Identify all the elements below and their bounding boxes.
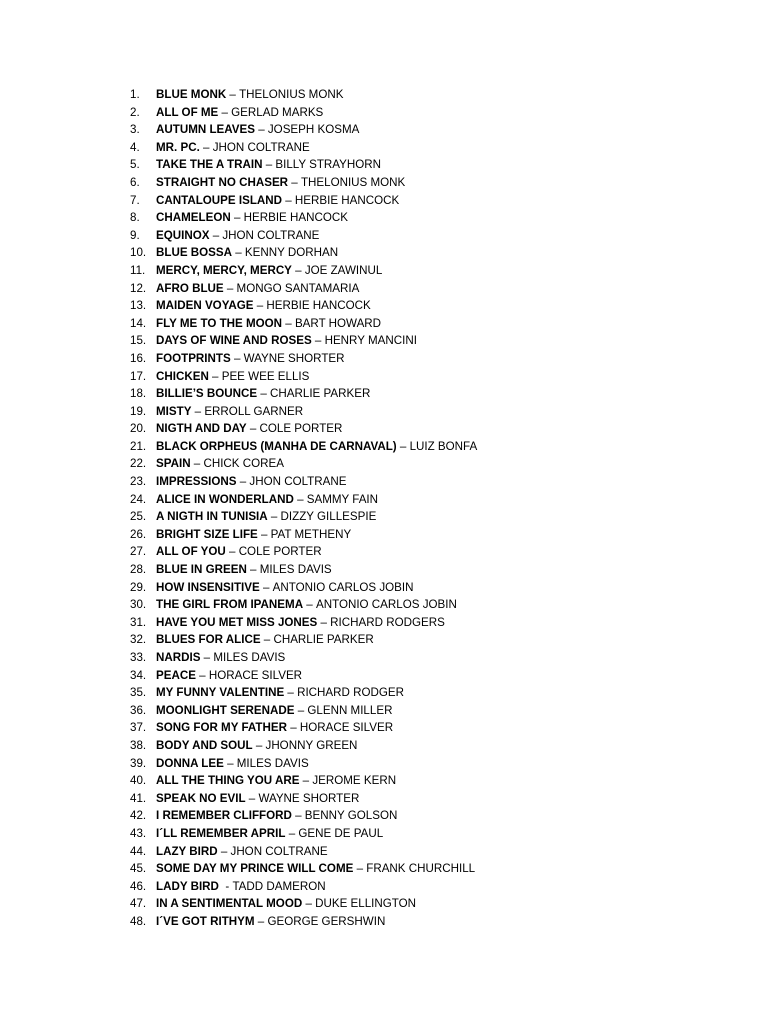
- list-item: [130, 473, 477, 491]
- separator: –: [311, 334, 325, 348]
- song-title: AFRO BLUE: [156, 281, 224, 295]
- song-title: LAZY BIRD: [156, 844, 218, 858]
- song-title: MOONLIGHT SERENADE: [156, 703, 295, 717]
- separator: –: [245, 791, 259, 805]
- separator: –: [257, 527, 271, 541]
- song-title: I REMEMBER CLIFFORD: [156, 809, 292, 823]
- list-item: [130, 772, 477, 790]
- item-number: 39.: [130, 756, 147, 770]
- composer-name: BENNY GOLSON: [304, 809, 398, 823]
- composer-name: ANTONIO CARLOS JOBIN: [315, 598, 457, 612]
- list-item: [130, 86, 477, 104]
- separator: –: [246, 563, 260, 577]
- list-item: [130, 614, 477, 632]
- song-title: ALL OF ME: [156, 105, 219, 119]
- separator: –: [317, 615, 331, 629]
- list-item: [130, 913, 477, 931]
- list-item: [130, 139, 477, 157]
- item-number: 15.: [130, 334, 147, 348]
- song-title: MR. PC.: [156, 140, 200, 154]
- song-title: MERCY, MERCY, MERCY: [156, 263, 292, 277]
- composer-name: ERROLL GARNER: [204, 404, 304, 418]
- song-title: EQUINOX: [156, 228, 210, 242]
- list-item: [130, 790, 477, 808]
- song-title: TAKE THE A TRAIN: [156, 158, 263, 172]
- separator: –: [208, 369, 222, 383]
- song-title: PEACE: [156, 668, 196, 682]
- item-number: 28.: [130, 563, 147, 577]
- separator: –: [217, 844, 231, 858]
- separator: –: [200, 651, 214, 664]
- composer-name: JHONNY GREEN: [265, 738, 358, 752]
- list-item: [130, 579, 477, 597]
- list-item: [130, 631, 477, 649]
- separator: –: [257, 387, 271, 401]
- item-number: 13.: [130, 299, 147, 313]
- list-item: [130, 825, 477, 843]
- separator: –: [253, 299, 267, 313]
- list-item: [130, 561, 477, 579]
- composer-name: JHON COLTRANE: [249, 475, 347, 489]
- list-item: [130, 315, 477, 333]
- composer-name: RICHARD RODGERS: [330, 615, 445, 629]
- list-item: [130, 737, 477, 755]
- composer-name: WAYNE SHORTER: [243, 351, 345, 365]
- list-item: [130, 491, 477, 509]
- separator: –: [284, 686, 298, 700]
- item-number: 21.: [130, 439, 147, 453]
- item-number: 30.: [130, 598, 147, 612]
- separator: –: [303, 598, 316, 612]
- composer-name: MONGO SANTAMARIA: [236, 281, 360, 295]
- list-item: [130, 667, 477, 685]
- composer-name: MILES DAVIS: [236, 756, 309, 770]
- separator: –: [262, 158, 276, 172]
- song-title: HAVE YOU MET MISS JONES: [156, 615, 318, 629]
- separator: –: [252, 738, 266, 752]
- list-item: [130, 297, 477, 315]
- song-title: IN A SENTIMENTAL MOOD: [156, 897, 303, 911]
- separator: –: [195, 668, 209, 682]
- item-number: 32.: [130, 633, 147, 647]
- list-item: [130, 385, 477, 403]
- item-number: 8.: [130, 211, 140, 225]
- separator: –: [236, 475, 250, 489]
- separator: –: [254, 123, 268, 137]
- song-title: MAIDEN VOYAGE: [156, 299, 254, 313]
- composer-name: FRANK CHURCHILL: [366, 862, 476, 876]
- list-item: [130, 438, 477, 456]
- item-number: 10.: [130, 246, 147, 260]
- list-item: [130, 649, 477, 667]
- list-item: [130, 878, 477, 896]
- item-number: 2.: [130, 105, 140, 119]
- list-item: [130, 174, 477, 192]
- list-item: [130, 843, 477, 861]
- song-title: I´VE GOT RITHYM: [156, 914, 255, 928]
- composer-name: JHON COLTRANE: [230, 844, 328, 858]
- item-number: 34.: [130, 668, 147, 682]
- composer-name: COLE PORTER: [238, 545, 322, 559]
- list-item: [130, 156, 477, 174]
- composer-name: LUIZ BONFA: [409, 439, 478, 453]
- song-title: BRIGHT SIZE LIFE: [156, 527, 258, 541]
- song-title: BILLIE’S BOUNCE: [156, 387, 258, 401]
- list-item: [130, 702, 477, 720]
- item-number: 11.: [130, 263, 146, 277]
- item-number: 35.: [130, 686, 147, 700]
- item-number: 5.: [130, 158, 140, 172]
- item-number: 18.: [130, 387, 147, 401]
- item-number: 9.: [130, 228, 140, 242]
- item-number: 37.: [130, 721, 147, 735]
- list-item: [130, 543, 477, 561]
- item-number: 19.: [130, 404, 147, 418]
- composer-name: GLENN MILLER: [307, 703, 393, 717]
- song-title: BODY AND SOUL: [156, 738, 253, 752]
- song-title: MISTY: [156, 404, 192, 418]
- composer-name: GENE DE PAUL: [298, 826, 384, 840]
- separator: –: [209, 228, 223, 242]
- song-title: BLUE MONK: [156, 88, 227, 101]
- item-number: 26.: [130, 527, 147, 541]
- composer-name: MILES DAVIS: [259, 563, 332, 577]
- separator: –: [218, 105, 232, 119]
- item-number: 29.: [130, 580, 147, 594]
- separator: –: [288, 175, 301, 189]
- separator: –: [293, 492, 307, 506]
- item-number: 45.: [130, 862, 147, 876]
- separator: –: [294, 703, 308, 717]
- composer-name: WAYNE SHORTER: [258, 791, 360, 805]
- composer-name: KENNY DORHAN: [244, 246, 339, 260]
- composer-name: GERLAD MARKS: [231, 105, 324, 119]
- separator: –: [267, 510, 281, 524]
- song-title: LADY BIRD: [156, 879, 219, 893]
- composer-name: BILLY STRAYHORN: [275, 158, 382, 172]
- separator: –: [225, 545, 239, 559]
- list-item: [130, 209, 477, 227]
- separator: –: [353, 862, 367, 876]
- song-list: [130, 86, 477, 931]
- song-title: NIGTH AND DAY: [156, 422, 247, 436]
- composer-name: HENRY MANCINI: [324, 334, 417, 348]
- item-number: 31.: [130, 615, 147, 629]
- list-item: [130, 227, 477, 245]
- composer-name: COLE PORTER: [259, 422, 343, 436]
- song-title: A NIGTH IN TUNISIA: [156, 510, 268, 524]
- composer-name: JHON COLTRANE: [222, 228, 320, 242]
- separator: –: [232, 246, 245, 260]
- separator: –: [190, 457, 204, 471]
- list-item: [130, 684, 477, 702]
- composer-name: SAMMY FAIN: [306, 492, 379, 506]
- separator: –: [230, 351, 244, 365]
- item-number: 36.: [130, 703, 147, 717]
- song-title: HOW INSENSITIVE: [156, 580, 260, 594]
- item-number: 38.: [130, 738, 147, 752]
- item-number: 33.: [130, 651, 147, 664]
- separator: –: [259, 580, 273, 594]
- song-title: BLUE BOSSA: [156, 246, 233, 260]
- composer-name: CHARLIE PARKER: [273, 633, 374, 647]
- separator: -: [218, 879, 233, 893]
- song-title: AUTUMN LEAVES: [156, 123, 255, 137]
- list-item: [130, 121, 477, 139]
- composer-name: BART HOWARD: [294, 316, 382, 330]
- separator: –: [282, 316, 295, 330]
- separator: –: [282, 193, 295, 207]
- song-title: ALL OF YOU: [156, 545, 226, 559]
- composer-name: CHICK COREA: [203, 457, 284, 471]
- separator: –: [285, 826, 299, 840]
- list-item: [130, 332, 477, 350]
- song-title: BLUES FOR ALICE: [156, 633, 261, 647]
- song-title: CHICKEN: [156, 369, 209, 383]
- composer-name: HORACE SILVER: [299, 721, 394, 735]
- list-item: [130, 508, 477, 526]
- item-number: 47.: [130, 897, 147, 911]
- composer-name: DIZZY GILLESPIE: [280, 510, 377, 524]
- separator: –: [260, 633, 274, 647]
- list-item: [130, 526, 477, 544]
- item-number: 48.: [130, 914, 147, 928]
- song-title: SONG FOR MY FATHER: [156, 721, 287, 735]
- list-item: [130, 192, 477, 210]
- item-number: 22.: [130, 457, 147, 471]
- composer-name: THELONIUS MONK: [239, 88, 344, 101]
- list-item: [130, 455, 477, 473]
- separator: –: [302, 897, 316, 911]
- song-title: CHAMELEON: [156, 211, 231, 225]
- list-item: [130, 807, 477, 825]
- composer-name: JEROME KERN: [312, 774, 397, 788]
- song-title: MY FUNNY VALENTINE: [156, 686, 285, 700]
- song-title: ALL THE THING YOU ARE: [156, 774, 300, 788]
- item-number: 42.: [130, 809, 147, 823]
- item-number: 24.: [130, 492, 147, 506]
- item-number: 4.: [130, 140, 140, 154]
- composer-name: GEORGE GERSHWIN: [267, 914, 386, 928]
- separator: –: [246, 422, 260, 436]
- item-number: 17.: [130, 369, 147, 383]
- song-title: SPEAK NO EVIL: [156, 791, 246, 805]
- list-item: [130, 368, 477, 386]
- composer-name: JOSEPH KOSMA: [267, 123, 360, 137]
- separator: –: [291, 263, 305, 277]
- composer-name: HERBIE HANCOCK: [266, 299, 371, 313]
- item-number: 1.: [130, 88, 140, 101]
- composer-name: RICHARD RODGER: [297, 686, 405, 700]
- item-number: 6.: [130, 175, 140, 189]
- song-title: I´LL REMEMBER APRIL: [156, 826, 286, 840]
- separator: –: [226, 88, 240, 101]
- item-number: 44.: [130, 844, 147, 858]
- separator: –: [286, 721, 300, 735]
- composer-name: MILES DAVIS: [213, 651, 286, 664]
- list-item: [130, 895, 477, 913]
- separator: –: [299, 774, 313, 788]
- composer-name: HERBIE HANCOCK: [294, 193, 400, 207]
- composer-name: ANTONIO CARLOS JOBIN: [272, 580, 414, 594]
- composer-name: JHON COLTRANE: [212, 140, 310, 154]
- separator: –: [199, 140, 213, 154]
- item-number: 20.: [130, 422, 147, 436]
- item-number: 12.: [130, 281, 147, 295]
- song-title: NARDIS: [156, 651, 201, 664]
- separator: –: [223, 281, 237, 295]
- list-item: [130, 104, 477, 122]
- list-item: [130, 596, 477, 614]
- list-item: [130, 403, 477, 421]
- song-title: STRAIGHT NO CHASER: [156, 175, 289, 189]
- item-number: 16.: [130, 351, 147, 365]
- item-number: 40.: [130, 774, 147, 788]
- item-number: 27.: [130, 545, 147, 559]
- song-title: ALICE IN WONDERLAND: [156, 492, 294, 506]
- item-number: 7.: [130, 193, 140, 207]
- song-title: SOME DAY MY PRINCE WILL COME: [156, 862, 354, 876]
- song-title: BLUE IN GREEN: [156, 563, 247, 577]
- item-number: 3.: [130, 123, 140, 137]
- list-item: [130, 262, 477, 280]
- composer-name: DUKE ELLINGTON: [315, 897, 417, 911]
- song-title: BLACK ORPHEUS (MANHA DE CARNAVAL): [156, 439, 397, 453]
- composer-name: THELONIUS MONK: [300, 175, 406, 189]
- item-number: 25.: [130, 510, 147, 524]
- composer-name: PAT METHENY: [270, 527, 352, 541]
- list-item: [130, 420, 477, 438]
- list-item: [130, 280, 477, 298]
- song-title: FOOTPRINTS: [156, 351, 231, 365]
- list-item: [130, 755, 477, 773]
- composer-name: HERBIE HANCOCK: [243, 211, 348, 225]
- composer-name: CHARLIE PARKER: [270, 387, 371, 401]
- separator: –: [191, 404, 205, 418]
- separator: –: [223, 756, 237, 770]
- list-item: [130, 350, 477, 368]
- composer-name: TADD DAMERON: [232, 879, 326, 893]
- item-number: 23.: [130, 475, 147, 489]
- item-number: 43.: [130, 826, 147, 840]
- song-title: IMPRESSIONS: [156, 475, 237, 489]
- song-title: CANTALOUPE ISLAND: [156, 193, 283, 207]
- song-title: DAYS OF WINE AND ROSES: [156, 334, 312, 348]
- song-title: THE GIRL FROM IPANEMA: [156, 598, 304, 612]
- song-title: FLY ME TO THE MOON: [156, 316, 283, 330]
- song-title: DONNA LEE: [156, 756, 224, 770]
- composer-name: PEE WEE ELLIS: [221, 369, 310, 383]
- separator: –: [254, 914, 268, 928]
- item-number: 41.: [130, 791, 147, 805]
- composer-name: HORACE SILVER: [208, 668, 303, 682]
- item-number: 14.: [130, 316, 147, 330]
- list-item: [130, 860, 477, 878]
- song-title: SPAIN: [156, 457, 191, 471]
- separator: –: [291, 809, 305, 823]
- separator: –: [230, 211, 244, 225]
- list-item: [130, 244, 477, 262]
- composer-name: JOE ZAWINUL: [304, 263, 383, 277]
- list-item: [130, 719, 477, 737]
- separator: –: [396, 439, 410, 453]
- item-number: 46.: [130, 879, 147, 893]
